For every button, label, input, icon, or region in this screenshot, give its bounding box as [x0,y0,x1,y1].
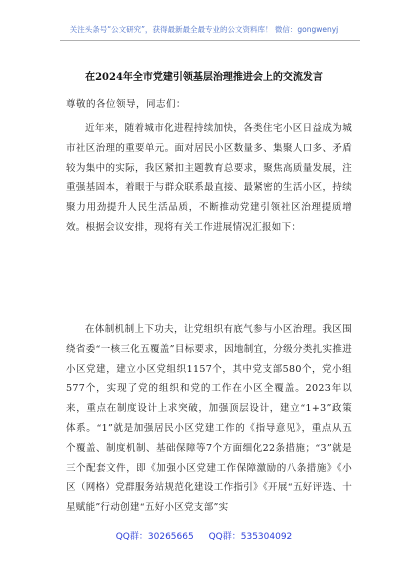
salutation: 尊敬的各位领导，同志们： [66,99,187,110]
header-divider [60,40,360,41]
body-paragraph-1: 近年来，随着城市化进程持续加快，各类住宅小区日益成为城市社区治理的重要单元。面对居民小区数量多、集聚人口多、矛盾较为集中的实际，我区紧扣主题教育总要求，聚焦高质量发展，注重强基固本，着眼于与群众联系最直接、最紧密的生活小区，持续聚力用劲提升人民生活品质，不断推动党建引领社区治理提质增效。根据会议安排，现将有关工作进展情况汇报如下： [66,123,352,233]
document-title: 在2024年全市党建引领基层治理推进会上的交流发言 [85,72,323,83]
footer-contact [0,529,408,542]
footer-qq-group-2: QQ群：535304092 [208,532,293,542]
header-promo-note: 关注头条号“公文研究”，获得最新最全最专业的公文资料库！ 微信：gongwenyj [69,25,339,34]
footer-qq-group-1: QQ群：30265665 [115,532,194,542]
body-paragraph-2: 在体制机制上下功夫，让党组织有底气参与小区治理。我区围绕省委“一核三化五覆盖”目标要求，因地制宜，分级分类扎实推进小区党建，建立小区党组织1157个，其中党支部580个，党小组577个，实现了党的组织和党的工作在小区全覆盖。2023年以来，重点在制度设计上求突破，加强顶层设计，建立“1+3”政策体系。“1”就是加强居民小区党建工作的《指导意见》，重点从五个覆盖、制度机制、基础保障等7个方面细化22条措施；“3”就是三个配套文件，即《加强小区党建工作保障激励的八条措施》《小区（网格）党群服务站规范化建设工作指引》《开展“五好评选、十星赋能”行动创建“五好小区党支部”实 [66,324,352,514]
